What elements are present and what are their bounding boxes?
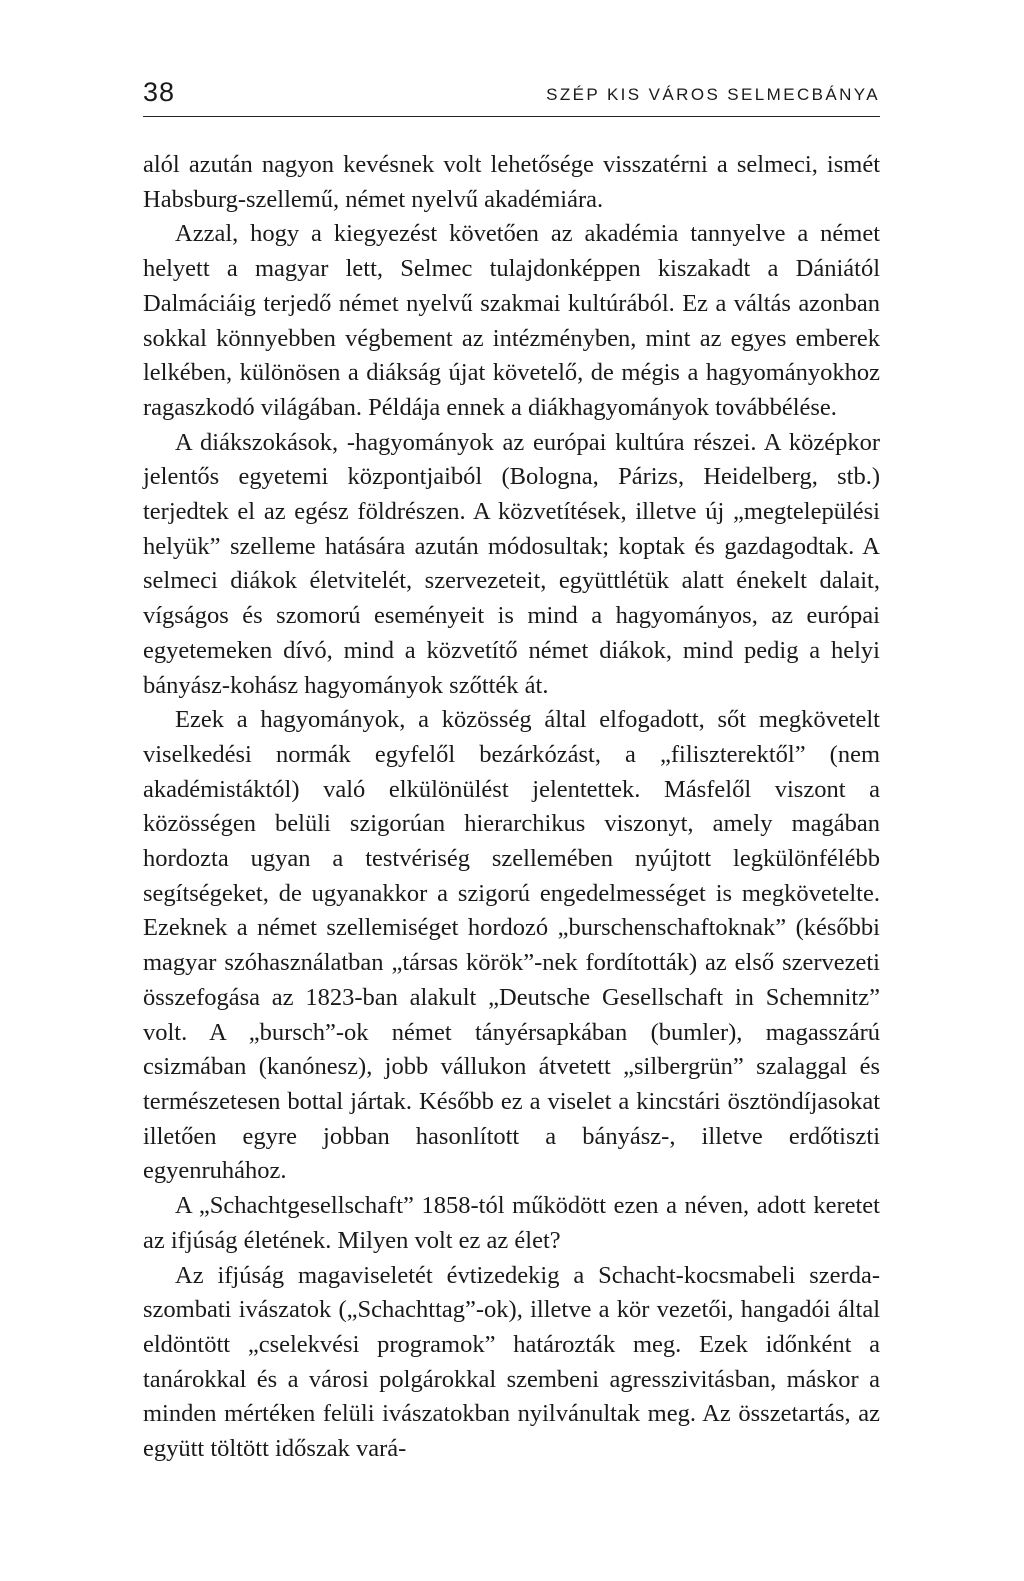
running-header <box>143 76 880 117</box>
body-text <box>143 148 880 1467</box>
paragraph-6: Az ifjúság magaviseletét évtizedekig a Schacht-kocsmabeli szerda-szombati ivászatok („Schachttag”-ok), illetve a kör vezetői, hangadói által eldöntött „cselekvési programok” határozták meg. Ezek időnként a tanárokkal és a városi polgárokkal szembeni agresszivitásban, máskor a minden mértéken felüli ivászatokban nyilvánultak meg. Az összetartás, az együtt töltött időszak vará- <box>143 1261 880 1463</box>
paragraph-4: Ezek a hagyományok, a közösség által elfogadott, sőt megkövetelt viselkedési normák egyfelől bezárkózást, a „filiszterektől” (nem akadémistáktól) való elkülönülést jelentettek. Másfelől viszont a közösségen belüli szigorúan hierarchikus viszonyt, amely magában hordozta ugyan a testvériség szellemében nyújtott legkülönfélébb segítségeket, de ugyanakkor a szigorú engedelmességet is megkövetelte. Ezeknek a német szellemiséget hordozó „burschenschaftoknak” (későbbi magyar szóhasználatban „társas körök”-nek fordították) az első szervezeti összefogása az 1823-ban alakult „Deutsche Gesellschaft in Schemnitz” volt. A „bursch”-ok német tányérsapkában (bumler), magasszárú csizmában (kanónesz), jobb vállukon átvetett „silbergrün” szalaggal és természetesen bottal jártak. Később ez a viselet a kincstári ösztöndíjasokat illetően egyre jobban hasonlított a bányász-, illetve erdőtiszti egyenruhához. <box>143 706 880 1185</box>
paragraph-3: A diákszokások, -hagyományok az európai kultúra részei. A középkor jelentős egyetemi központjaiból (Bologna, Párizs, Heidelberg, stb.) terjedtek el az egész földrészen. A közvetítések, illetve új „megtelepülési helyük” szelleme hatására azután módosultak; koptak és gazdagodtak. A selmeci diákok életvitelét, szervezeteit, együttlétük alatt énekelt dalait, vígságos és szomorú eseményeit is mind a hagyományos, az európai egyetemeken dívó, mind a közvetítő német diákok, mind pedig a helyi bányász-kohász hagyományok szőtték át. <box>143 428 880 699</box>
paragraph-1: alól azután nagyon kevésnek volt lehetősége visszatérni a selmeci, ismét Habsburg-szellemű, német nyelvű akadémiára. <box>143 151 880 213</box>
running-title: SZÉP KIS VÁROS SELMECBÁNYA <box>546 85 880 104</box>
paragraph-5: A „Schachtgesellschaft” 1858-tól működött ezen a néven, adott keretet az ifjúság életének. Milyen volt ez az élet? <box>143 1192 880 1254</box>
page-number: 38 <box>143 77 176 107</box>
paragraph-2: Azzal, hogy a kiegyezést követően az akadémia tannyelve a német helyett a magyar lett, Selmec tulajdonképpen kiszakadt a Dániától Dalmáciáig terjedő német nyelvű szakmai kultúrából. Ez a váltás azonban sokkal könnyebben végbement az intézményben, mint az egyes emberek lelkében, különösen a diákság újat követelő, de mégis a hagyományokhoz ragaszkodó világában. Példája ennek a diákhagyományok továbbélése. <box>143 220 880 421</box>
